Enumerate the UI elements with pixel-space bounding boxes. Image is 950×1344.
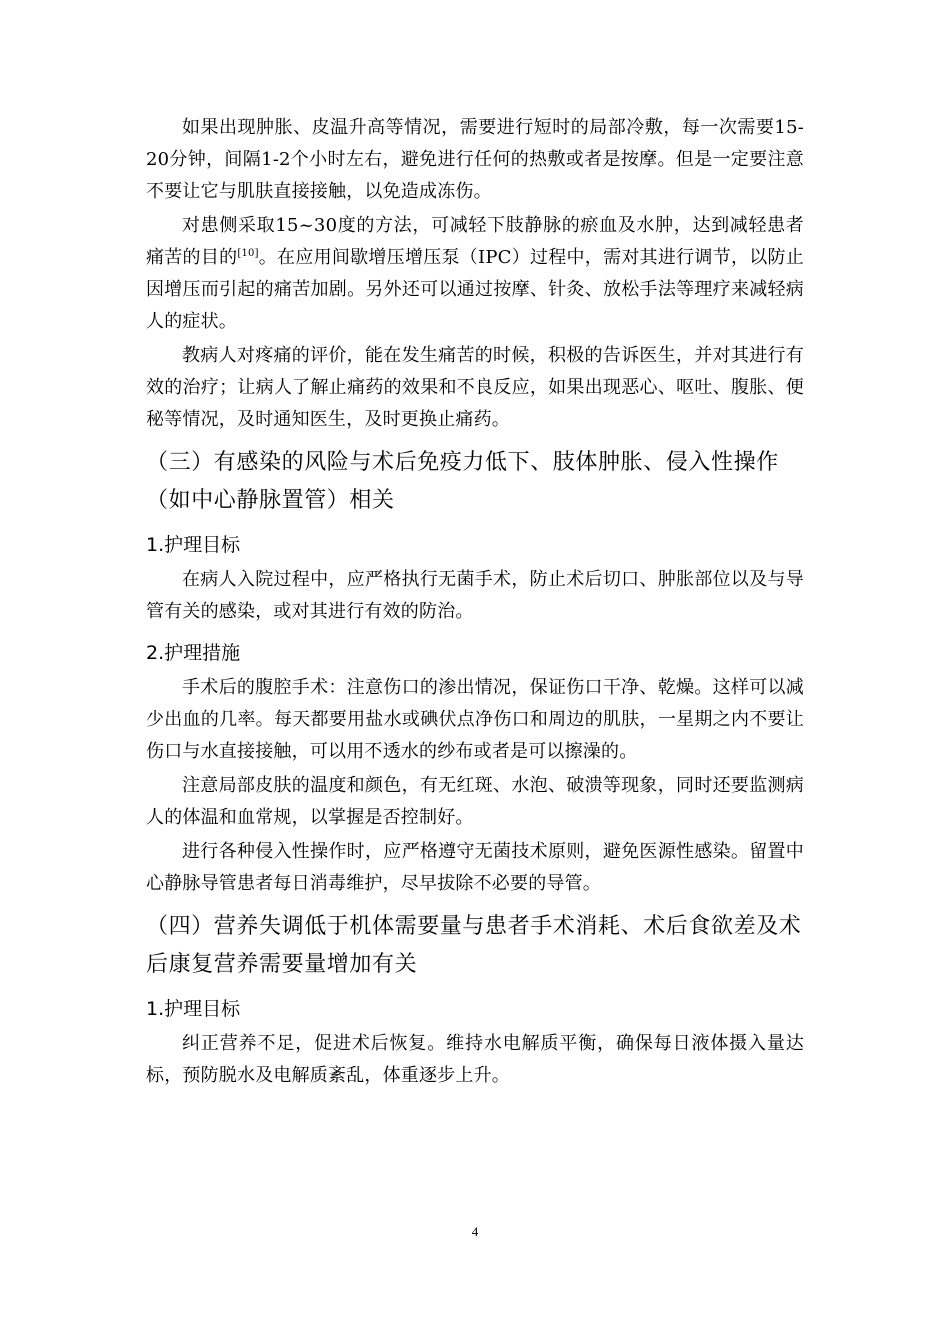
page-content xyxy=(146,112,804,1094)
paragraph-elevation-part2: 。在应用间歇增压增压泵（IPC）过程中，需对其进行调节，以防止因增压而引起的痛苦加剧。另外还可以通过按摩、针灸、放松手法等理疗来减轻病人的症状。 xyxy=(146,247,804,332)
paragraph-elevation xyxy=(146,210,804,338)
section-heading-nutrition: （四）营养失调低于机体需要量与患者手术消耗、术后食欲差及术后康复营养需要量增加有关 xyxy=(146,914,802,977)
paragraph-wound-care: 手术后的腹腔手术：注意伤口的渗出情况，保证伤口干净、乾燥。这样可以减少出血的几率。每天都要用盐水或碘伏点净伤口和周边的肌肤，一星期之内不要让伤口与水直接接触，可以用不透水的纱布或者是可以擦澡的。 xyxy=(146,677,804,762)
paragraph-skin-monitoring: 注意局部皮肤的温度和颜色，有无红斑、水泡、破溃等现象，同时还要监测病人的体温和血常规，以掌握是否控制好。 xyxy=(146,775,804,828)
paragraph-nutrition-goal: 纠正营养不足，促进术后恢复。维持水电解质平衡，确保每日液体摄入量达标，预防脱水及电解质紊乱，体重逐步上升。 xyxy=(146,1033,804,1086)
paragraph-infection-goal: 在病人入院过程中，应严格执行无菌手术，防止术后切口、肿胀部位以及与导管有关的感染，或对其进行有效的防治。 xyxy=(146,569,804,622)
subheading-nursing-goal: 1.护理目标 xyxy=(146,534,241,556)
paragraph-cold-compress: 如果出现肿胀、皮温升高等情况，需要进行短时的局部冷敷，每一次需要15-20分钟，间隔1-2个小时左右，避免进行任何的热敷或者是按摩。但是一定要注意不要让它与肌肤直接接触，以免造成冻伤。 xyxy=(146,117,804,202)
subheading-nutrition-goal: 1.护理目标 xyxy=(146,998,241,1020)
subheading-nursing-measures: 2.护理措施 xyxy=(146,642,241,664)
citation-ref: [10] xyxy=(237,248,259,259)
paragraph-aseptic-technique: 进行各种侵入性操作时，应严格遵守无菌技术原则，避免医源性感染。留置中心静脉导管患者每日消毒维护，尽早拔除不必要的导管。 xyxy=(146,841,804,894)
page-number: 4 xyxy=(471,1224,479,1239)
paragraph-pain-assessment: 教病人对疼痛的评价，能在发生痛苦的时候，积极的告诉医生，并对其进行有效的治疗；让病人了解止痛药的效果和不良反应，如果出现恶心、呕吐、腹胀、便秘等情况，及时通知医生，及时更换止痛药。 xyxy=(146,345,804,430)
paragraph-elevation-part1: 对患侧采取15~30度的方法，可减轻下肢静脉的瘀血及水肿，达到减轻患者痛苦的目的 xyxy=(146,215,804,268)
section-heading-infection: （三）有感染的风险与术后免疫力低下、肢体肿胀、侵入性操作（如中心静脉置管）相关 xyxy=(146,450,779,513)
